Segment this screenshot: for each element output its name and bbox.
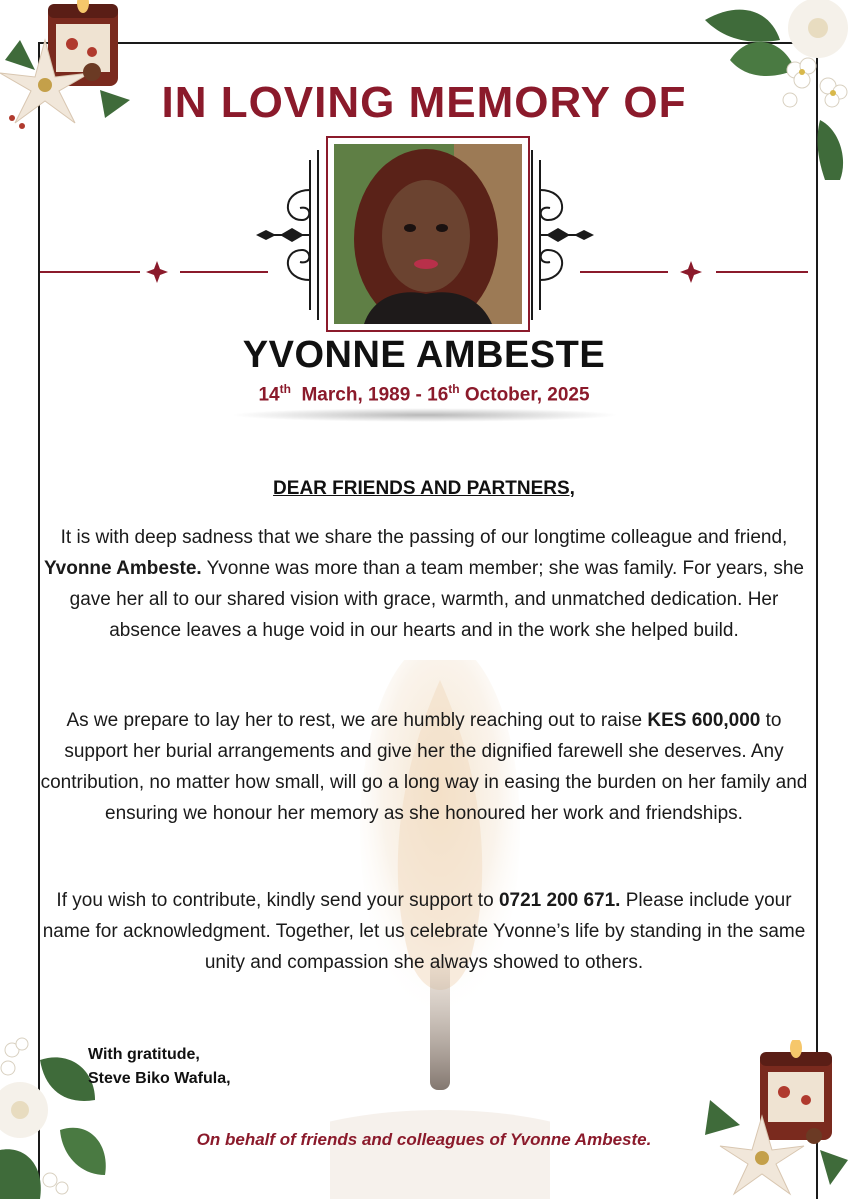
death-rest: October, 2025 — [464, 384, 590, 406]
paragraph-contribute — [40, 885, 808, 978]
diamond-ornament-icon — [146, 261, 168, 283]
signature-line-2: Steve Biko Wafula, — [88, 1070, 231, 1087]
p3-text-a: If you wish to contribute, kindly send your support to — [56, 890, 499, 911]
birth-suffix: th — [279, 382, 291, 396]
flourish-ornament-left-icon — [252, 150, 324, 320]
deceased-name: YVONNE AMBESTE — [242, 334, 606, 376]
p1-text-b: Yvonne was more than a team member; she was family. For years, she gave her all to our shared vision with grace, warmth, and unmatched dedication. Her absence leaves a huge void in our hearts and in the work she helped build. — [69, 558, 804, 641]
divider-line-left — [40, 271, 140, 273]
flourish-ornament-right-icon — [526, 150, 598, 320]
diamond-ornament-icon — [680, 261, 702, 283]
p1-name-bold: Yvonne Ambeste. — [44, 558, 202, 579]
paragraph-condolence — [40, 522, 808, 646]
letter-heading: DEAR FRIENDS AND PARTNERS, — [273, 478, 575, 499]
p3-text-b: Please include your name for acknowledgment. Together, let us celebrate Yvonne’s life by standing in the same unity and compassion she always showed to others. — [42, 890, 806, 973]
page-title: IN LOVING MEMORY OF — [161, 78, 687, 127]
divider-line-right — [716, 271, 808, 273]
p3-phone-bold: 0721 200 671. — [498, 890, 621, 911]
portrait-photo — [334, 144, 522, 324]
signature-line-1: With gratitude, — [88, 1046, 200, 1063]
name-shadow-divider — [230, 408, 620, 422]
p1-text-a: It is with deep sadness that we share the passing of our longtime colleague and friend, — [60, 527, 788, 548]
signature-block — [88, 1043, 231, 1091]
p2-text-a: As we prepare to lay her to rest, we are humbly reaching out to raise — [66, 710, 648, 731]
candle-flower-icon — [700, 1040, 848, 1199]
birth-day: 14 — [258, 384, 280, 406]
life-dates — [0, 382, 848, 406]
paragraph-appeal — [40, 705, 808, 829]
p2-amount-bold: KES 600,000 — [647, 710, 761, 731]
death-suffix: th — [448, 382, 460, 396]
footer-note: On behalf of friends and colleagues of Yvonne Ambeste. — [196, 1130, 652, 1149]
p2-text-b: to support her burial arrangements and give her the dignified farewell she deserves. Any contribution, no matter how small, will go a long way in easing the burden on her family and ensuring we honour her memory as she honoured her work and friendships. — [40, 710, 808, 824]
birth-rest: March, 1989 - 16 — [301, 384, 449, 406]
portrait-frame — [326, 136, 530, 332]
